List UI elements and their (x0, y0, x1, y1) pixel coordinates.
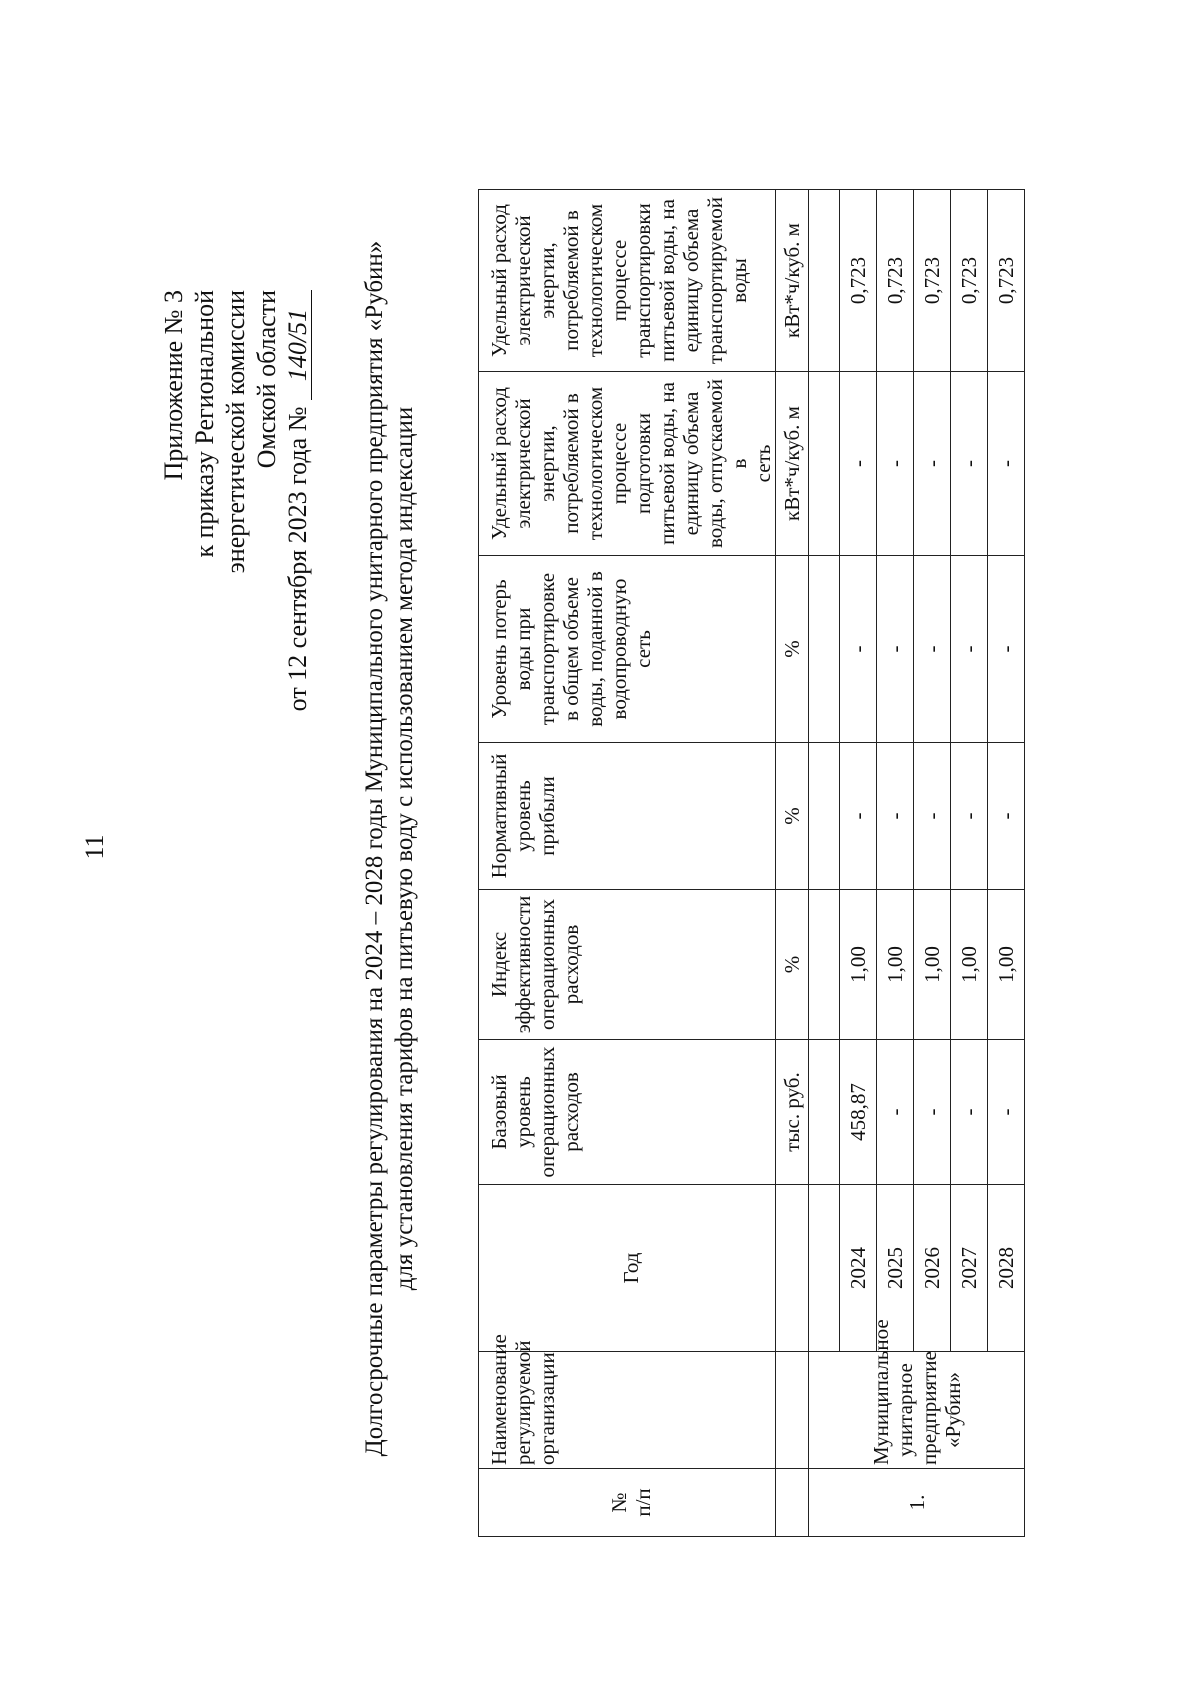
cell-losses: - (877, 556, 914, 743)
spacer-row (809, 190, 840, 1537)
unit-energy-transport: кВт*ч/куб. м (776, 190, 809, 372)
title-line-2: для установления тарифов на питьевую воду с использованием метода индексации (391, 406, 418, 1291)
cell-efficiency-index: 1,00 (877, 890, 914, 1040)
header-organization: Наименование регулируемой организации (479, 1352, 776, 1469)
cell-profit: - (877, 743, 914, 890)
cell-base-cost: - (988, 1040, 1025, 1185)
cell-energy-preparation: - (840, 372, 877, 556)
cell-losses: - (951, 556, 988, 743)
cell-energy-transport: 0,723 (914, 190, 951, 372)
cell-losses: - (988, 556, 1025, 743)
unit-profit: % (776, 743, 809, 890)
table-row (951, 190, 988, 1537)
header-energy-transport: Удельный расход электрической энергии, потребляемой в технологическом процессе транспортировки питьевой воды, на единицу объема транспортируемой воды (479, 190, 776, 372)
header-base-cost: Базовый уровень операционных расходов (479, 1040, 776, 1185)
spacer-cell (809, 556, 840, 743)
appendix-date: от 12 сентября 2023 года № (283, 406, 312, 712)
header-profit: Нормативный уровень прибыли (479, 743, 776, 890)
unit-losses: % (776, 556, 809, 743)
cell-year: 2028 (988, 1185, 1025, 1352)
table-row (914, 190, 951, 1537)
cell-year: 2027 (951, 1185, 988, 1352)
cell-energy-transport: 0,723 (951, 190, 988, 372)
cell-losses: - (914, 556, 951, 743)
spacer-cell (809, 1040, 840, 1185)
cell-energy-preparation: - (951, 372, 988, 556)
cell-base-cost: - (877, 1040, 914, 1185)
cell-year: 2026 (914, 1185, 951, 1352)
cell-efficiency-index: 1,00 (840, 890, 877, 1040)
header-efficiency-index: Индекс эффективности операционных расходов (479, 890, 776, 1040)
spacer-cell (809, 743, 840, 890)
cell-energy-preparation: - (988, 372, 1025, 556)
header-losses: Уровень потерь воды при транспортировке в общем объеме воды, поданной в водопроводную сеть (479, 556, 776, 743)
row-number-cell: 1. (809, 1469, 1025, 1537)
cell-profit: - (840, 743, 877, 890)
spacer-cell (809, 372, 840, 556)
page-number: 11 (80, 834, 109, 860)
order-number-handwritten: 140/51 (285, 290, 312, 400)
cell-losses: - (840, 556, 877, 743)
cell-profit: - (988, 743, 1025, 890)
spacer-cell (809, 1185, 840, 1352)
cell-year: 2024 (840, 1185, 877, 1352)
header-year: Год (479, 1185, 776, 1352)
cell-base-cost: - (951, 1040, 988, 1185)
cell-year: 2025 (877, 1185, 914, 1352)
cell-profit: - (951, 743, 988, 890)
parameters-table (478, 189, 1025, 1537)
cell-efficiency-index: 1,00 (951, 890, 988, 1040)
unit-base-cost: тыс. руб. (776, 1040, 809, 1185)
appendix-header (158, 290, 313, 711)
cell-energy-transport: 0,723 (877, 190, 914, 372)
unit-efficiency-index: % (776, 890, 809, 1040)
cell-energy-transport: 0,723 (840, 190, 877, 372)
appendix-date-line (282, 290, 313, 711)
spacer-cell (809, 890, 840, 1040)
cell-efficiency-index: 1,00 (988, 890, 1025, 1040)
units-row (776, 190, 809, 1537)
units-empty (776, 1185, 809, 1352)
cell-energy-preparation: - (877, 372, 914, 556)
appendix-line: энергетической комиссии (221, 290, 250, 574)
appendix-line: Приложение № 3 (159, 290, 188, 481)
cell-base-cost: 458,87 (840, 1040, 877, 1185)
title-line-1: Долгосрочные параметры регулирования на 2024 – 2028 годы Муниципального унитарного предприятия «Рубин» (361, 240, 388, 1457)
cell-profit: - (914, 743, 951, 890)
unit-energy-preparation: кВт*ч/куб. м (776, 372, 809, 556)
table-row (988, 190, 1025, 1537)
spacer-cell (809, 190, 840, 372)
header-num: № п/п (479, 1469, 776, 1537)
cell-efficiency-index: 1,00 (914, 890, 951, 1040)
units-empty (776, 1352, 809, 1469)
header-row (479, 190, 776, 1537)
cell-energy-preparation: - (914, 372, 951, 556)
appendix-line: к приказу Региональной (190, 290, 219, 558)
document-title (360, 0, 420, 1697)
cell-energy-transport: 0,723 (988, 190, 1025, 372)
units-empty (776, 1469, 809, 1537)
header-energy-preparation: Удельный расход электрической энергии, потребляемой в технологическом процессе подготовки питьевой воды, на единицу объема воды, отпускаемой в сеть (479, 372, 776, 556)
cell-base-cost: - (914, 1040, 951, 1185)
appendix-line: Омской области (252, 290, 281, 469)
organization-cell: Муниципальное унитарное предприятие «Рубин» (809, 1352, 1025, 1469)
